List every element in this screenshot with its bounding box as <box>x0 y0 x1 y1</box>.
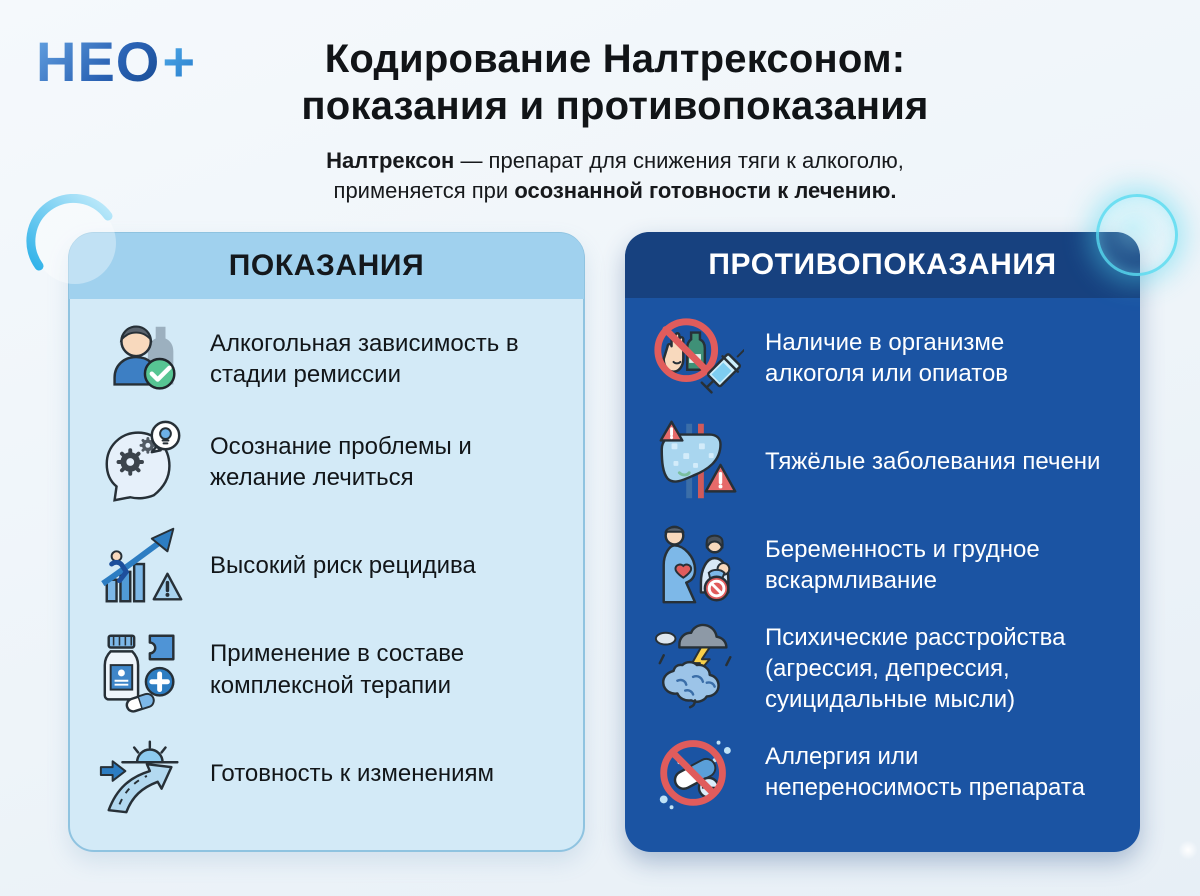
indication-item <box>92 413 565 511</box>
contraindication-item <box>647 620 1122 718</box>
contraindication-text: Наличие в организме алкоголя или опиатов <box>765 328 1009 387</box>
no-pills-icon <box>647 723 747 821</box>
contraindication-item <box>647 309 1122 407</box>
contraindication-text: Тяжёлые заболевания печени <box>765 447 1101 475</box>
glow-ring-decoration-icon <box>1096 194 1178 276</box>
indication-text: Алкогольная зависимость в стадии ремиссии <box>210 329 519 388</box>
indication-text: Осознание проблемы и желание лечиться <box>210 433 472 492</box>
indication-item <box>92 621 565 719</box>
subtitle-bold-2: осознанной готовности к лечению. <box>514 177 897 203</box>
subtitle-text-1: — препарат для снижения тяги к алкоголю, <box>454 148 904 173</box>
no-alcohol-hand-syringe-icon <box>647 309 747 407</box>
sparkle-decoration-icon <box>1178 840 1198 860</box>
subtitle-line-1 <box>30 146 1200 176</box>
page-subtitle <box>30 146 1200 206</box>
pregnancy-breastfeeding-ban-icon <box>647 516 747 614</box>
head-gears-idea-icon <box>92 413 192 511</box>
title-line-2: показания и противопоказания <box>301 83 929 128</box>
indication-item <box>92 310 565 408</box>
indications-list <box>70 299 583 839</box>
contraindications-panel <box>625 232 1140 852</box>
contraindication-text: Беременность и грудное вскармливание <box>765 535 1040 594</box>
contraindication-item <box>647 516 1122 614</box>
page-title <box>30 30 1200 130</box>
subtitle-drug-name: Налтрексон <box>326 148 455 173</box>
indications-panel <box>68 232 585 852</box>
contraindication-text: Аллергия или непереносимость препарата <box>765 742 1085 802</box>
indication-text: Высокий риск рецидива <box>210 552 476 580</box>
contraindications-list <box>625 298 1140 838</box>
logo-text: НЕО <box>36 30 161 93</box>
subtitle-text-2: применяется при <box>333 177 515 203</box>
brain-storm-icon <box>647 620 747 718</box>
contraindication-item <box>647 723 1122 821</box>
contraindication-text: Психические расстройства (агрессия, депрессия, суицидальные мысли) <box>765 623 1066 714</box>
relapse-risk-chart-icon <box>92 517 192 615</box>
bubble-decoration-icon <box>26 194 124 292</box>
indication-item <box>92 517 565 615</box>
medicine-puzzle-icon <box>92 621 192 719</box>
logo-plus-icon: + <box>162 30 197 93</box>
person-bottle-check-icon <box>92 310 192 408</box>
road-to-change-icon <box>92 724 192 822</box>
contraindication-item <box>647 412 1122 510</box>
subtitle-line-2 <box>30 176 1200 206</box>
indication-item <box>92 724 565 822</box>
indications-panel-title: ПОКАЗАНИЯ <box>69 233 584 299</box>
title-line-1: Кодирование Налтрексоном: <box>324 37 906 81</box>
indication-text: Применение в составе комплексной терапии <box>210 640 465 699</box>
indication-text: Готовность к изменениям <box>210 759 494 787</box>
contraindications-panel-title: ПРОТИВОПОКАЗАНИЯ <box>625 232 1140 298</box>
liver-warning-icon <box>647 412 747 510</box>
